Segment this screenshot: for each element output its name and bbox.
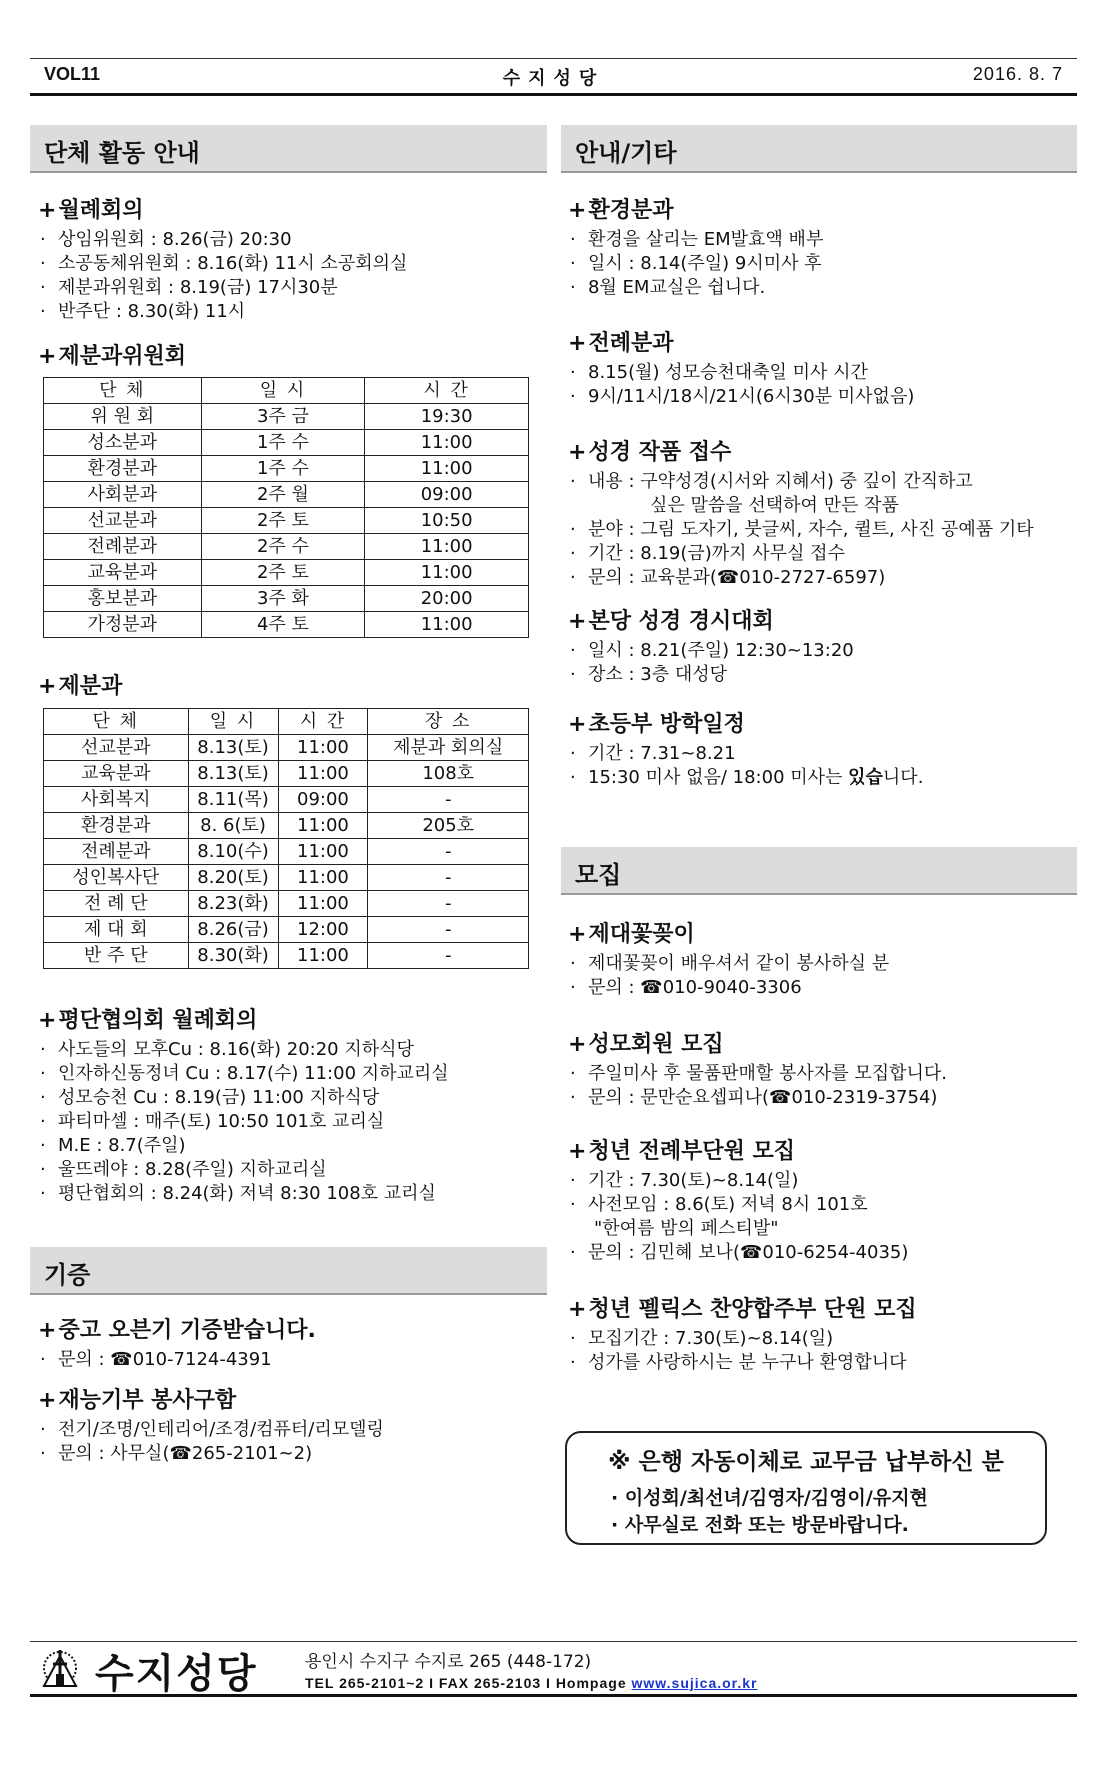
table-row: 가정분과 4주 토 11:00 <box>44 612 529 638</box>
block-heading: +청년 펠릭스 찬양합주부 단원 모집 <box>568 1297 917 1322</box>
list-item: · 성가를 사랑하시는 분 누구나 환영합니다 <box>568 1351 917 1375</box>
block-heading: +전례분과 <box>568 331 674 356</box>
list-item: · 문의 : ☎010-9040-3306 <box>568 976 889 1000</box>
table-header-row: 단 체 일 시 시 간 <box>44 378 529 404</box>
table-row: 사회복지 8.11(목) 09:00 - <box>44 787 529 813</box>
issue-date: 2016. 8. 7 <box>972 64 1063 84</box>
section-recruit <box>561 847 1077 895</box>
list-item: · 문의 : 김민혜 보나(☎010-6254-4035) <box>568 1241 908 1265</box>
list-item: · 환경을 살리는 EM발효액 배부 <box>568 228 823 252</box>
block-heading: +제분과 <box>38 674 123 699</box>
table-row: 성소분과 1주 수 11:00 <box>44 430 529 456</box>
table-row: 교육분과 8.13(토) 11:00 108호 <box>44 761 529 787</box>
list-item: · 문의 : 문만순요셉피나(☎010-2319-3754) <box>568 1086 947 1110</box>
table-row: 제 대 회 8.26(금) 12:00 - <box>44 917 529 943</box>
list-item: · 문의 : 교육분과(☎010-2727-6597) <box>568 566 1034 590</box>
block-heading: +환경분과 <box>568 198 674 223</box>
youth-liturgy-block <box>568 1137 908 1265</box>
table-row: 전례분과 2주 수 11:00 <box>44 534 529 560</box>
list-item: · 8.15(월) 성모승천대축일 미사 시간 <box>568 361 914 385</box>
list-item: · 9시/11시/18시/21시(6시30분 미사없음) <box>568 385 914 409</box>
block-heading: +청년 전례부단원 모집 <box>568 1139 796 1164</box>
committee-table <box>43 377 529 638</box>
bible-art-block <box>568 438 1034 590</box>
list-item: · 사도들의 모후Cu : 8.16(화) 20:20 지하식당 <box>38 1038 449 1062</box>
vacation-block <box>568 710 923 790</box>
table-row: 홍보분과 3주 화 20:00 <box>44 586 529 612</box>
notice-box-line: · 이성회/최선녀/김영자/김영이/유지현 <box>611 1487 928 1509</box>
list-item: · 일시 : 8.14(주일) 9시미사 후 <box>568 252 823 276</box>
notice-box-title: ※ 은행 자동이체로 교무금 납부하신 분 <box>608 1449 1004 1475</box>
notice-box-line: · 사무실로 전화 또는 방문바랍니다. <box>611 1514 909 1536</box>
block-heading: +제분과위원회 <box>38 344 186 369</box>
section-title: 단체 활동 안내 <box>44 139 200 167</box>
block-heading: +재능기부 봉사구함 <box>38 1388 237 1413</box>
block-heading: +제대꽃꽂이 <box>568 922 695 947</box>
table-row: 위 원 회 3주 금 19:30 <box>44 404 529 430</box>
liturgy-block <box>568 329 914 409</box>
footer-address: 용인시 수지구 수지로 265 (448-172) <box>305 1652 592 1672</box>
list-item: · 성모승천 Cu : 8.19(금) 11:00 지하식당 <box>38 1086 449 1110</box>
list-item: · 분야 : 그림 도자기, 붓글씨, 자수, 퀼트, 사진 공예품 기타 <box>568 518 1034 542</box>
table-row: 선교분과 8.13(토) 11:00 제분과 회의실 <box>44 735 529 761</box>
division-block <box>38 672 122 704</box>
table-row: 성인복사단 8.20(토) 11:00 - <box>44 865 529 891</box>
footer-bottom-rule <box>30 1694 1077 1697</box>
division-table <box>43 708 529 969</box>
section-donation <box>30 1247 547 1295</box>
environment-block <box>568 196 823 300</box>
table-row: 반 주 단 8.30(화) 11:00 - <box>44 943 529 969</box>
list-item: · 파티마셀 : 매주(토) 10:50 101호 교리실 <box>38 1110 449 1134</box>
list-item: · 내용 : 구약성경(시서와 지혜서) 중 깊이 간직하고 <box>568 470 1034 494</box>
block-heading: +성모회원 모집 <box>568 1032 724 1057</box>
list-item: · 주일미사 후 물품판매할 봉사자를 모집합니다. <box>568 1062 947 1086</box>
block-heading: +평단협의회 월례회의 <box>38 1008 258 1033</box>
list-item: · 울뜨레야 : 8.28(주일) 지하교리실 <box>38 1158 449 1182</box>
footer-church-name: 수지성당 <box>95 1650 258 1697</box>
list-item: · 제대꽃꽂이 배우셔서 같이 봉사하실 분 <box>568 952 889 976</box>
list-item: 싶은 말씀을 선택하여 만든 작품 <box>650 495 899 516</box>
list-item: · 제분과위원회 : 8.19(금) 17시30분 <box>38 276 407 300</box>
section-group-activities <box>30 125 547 173</box>
table-row: 환경분과 8. 6(토) 11:00 205호 <box>44 813 529 839</box>
block-heading: +성경 작품 접수 <box>568 440 732 465</box>
section-notices <box>561 125 1077 173</box>
list-item: "한여름 밤의 페스티발" <box>594 1218 779 1239</box>
table-row: 교육분과 2주 토 11:00 <box>44 560 529 586</box>
list-item: · 모집기간 : 7.30(토)~8.14(일) <box>568 1327 917 1351</box>
header-rule <box>30 93 1077 96</box>
section-title: 모집 <box>575 861 622 889</box>
list-item: · M.E : 8.7(주일) <box>38 1134 449 1158</box>
block-heading: +중고 오븐기 기증받습니다. <box>38 1318 316 1343</box>
church-logo-icon <box>40 1646 80 1690</box>
list-item: · 문의 : 사무실(☎265-2101~2) <box>38 1442 384 1466</box>
table-row: 전 례 단 8.23(화) 11:00 - <box>44 891 529 917</box>
list-item: · 평단협회의 : 8.24(화) 저녁 8:30 108호 교리실 <box>38 1182 449 1206</box>
list-item: · 8월 EM교실은 쉽니다. <box>568 276 823 300</box>
table-row: 사회분과 2주 월 09:00 <box>44 482 529 508</box>
bible-contest-block <box>568 607 854 687</box>
header-top-rule <box>30 58 1077 59</box>
mother-club-block <box>568 1030 947 1110</box>
list-item: · 15:30 미사 없음/ 18:00 미사는 있습니다. <box>568 766 923 790</box>
youth-choir-block <box>568 1295 917 1375</box>
used-oven-block <box>38 1316 316 1372</box>
lay-council-block <box>38 1006 449 1206</box>
section-title: 기증 <box>44 1261 91 1289</box>
table-row: 전례분과 8.10(수) 11:00 - <box>44 839 529 865</box>
notice-box <box>565 1431 1047 1545</box>
block-heading: +초등부 방학일정 <box>568 712 745 737</box>
list-item: · 인자하신동정녀 Cu : 8.17(수) 11:00 지하교리실 <box>38 1062 449 1086</box>
list-item: · 장소 : 3층 대성당 <box>568 663 854 687</box>
list-item: · 기간 : 8.19(금)까지 사무실 접수 <box>568 542 1034 566</box>
list-item: · 일시 : 8.21(주일) 12:30~13:20 <box>568 639 854 663</box>
footer-contact: TEL 265-2101~2 I FAX 265-2103 I Hompage www.sujica.or.kr <box>305 1675 758 1691</box>
section-title: 안내/기타 <box>575 139 677 167</box>
list-item: · 전기/조명/인테리어/조경/컴퓨터/리모델링 <box>38 1418 384 1442</box>
list-item: · 사전모임 : 8.6(토) 저녁 8시 101호 <box>568 1193 908 1217</box>
list-item: · 기간 : 7.30(토)~8.14(일) <box>568 1169 908 1193</box>
list-item: · 문의 : ☎010-7124-4391 <box>38 1348 316 1372</box>
altar-flower-block <box>568 920 889 1000</box>
table-row: 선교분과 2주 토 10:50 <box>44 508 529 534</box>
table-row: 환경분과 1주 수 11:00 <box>44 456 529 482</box>
homepage-link[interactable]: www.sujica.or.kr <box>631 1675 758 1691</box>
talent-block <box>38 1386 384 1466</box>
block-heading: +월례회의 <box>38 198 144 223</box>
bulletin-title: 수지성당 <box>502 68 605 89</box>
list-item: · 기간 : 7.31~8.21 <box>568 742 923 766</box>
list-item: · 소공동체위원회 : 8.16(화) 11시 소공회의실 <box>38 252 407 276</box>
list-item: · 상임위원회 : 8.26(금) 20:30 <box>38 228 407 252</box>
volume-number: VOL11 <box>44 64 101 84</box>
block-heading: +본당 성경 경시대회 <box>568 609 774 634</box>
table-header-row: 단 체 일 시 시 간 장 소 <box>44 709 529 735</box>
committee-block <box>38 342 186 374</box>
monthly-meeting-block <box>38 196 407 324</box>
bulletin-header <box>30 64 1077 88</box>
list-item: · 반주단 : 8.30(화) 11시 <box>38 300 407 324</box>
